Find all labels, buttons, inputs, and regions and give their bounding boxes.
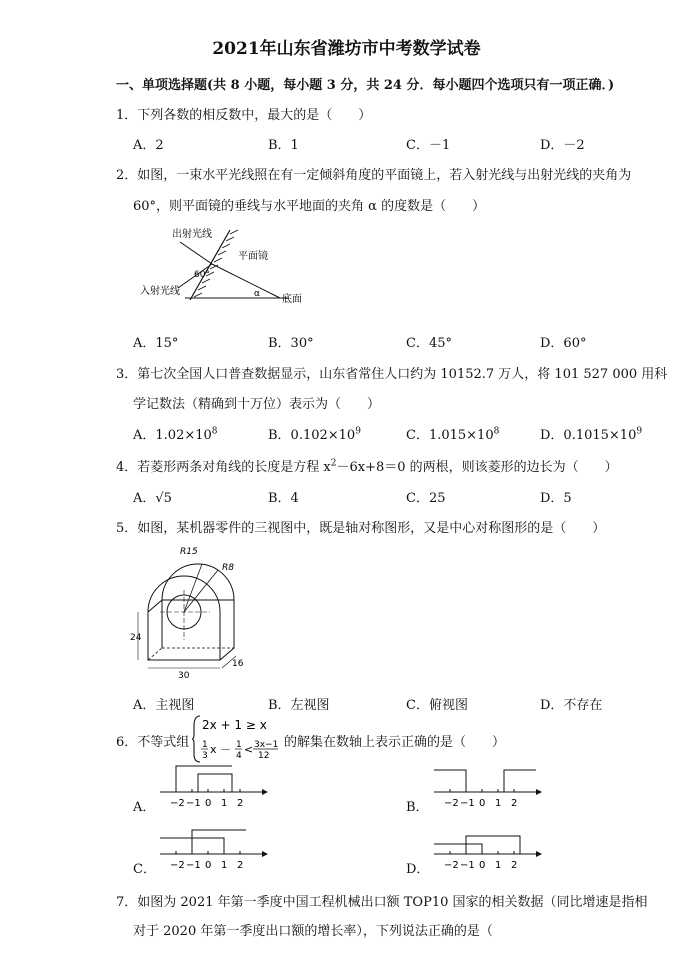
question-6-suffix: 的解集在数轴上表示正确的是（ ） — [284, 735, 506, 750]
ineq-2-frac3-num: 3x−1 — [254, 740, 279, 750]
label-outgoing-ray: 出射光线 — [172, 229, 212, 240]
q3-option-c: C．$1.015\times 10^8$ — [406, 426, 500, 443]
q1-option-d: D．－2 — [540, 138, 585, 153]
svg-text:2: 2 — [237, 860, 244, 871]
ineq-2-x: x － — [210, 743, 232, 756]
svg-text:−2: −2 — [170, 798, 185, 809]
ineq-2-lt: < — [244, 743, 254, 756]
svg-text:0: 0 — [479, 798, 486, 809]
question-7-stem-line1: 7．如图为 2021 年第一季度中国工程机械出口额 TOP10 国家的相关数据（同比增速是指相 — [116, 895, 648, 910]
label-30: 30 — [178, 671, 190, 680]
q5-option-c: C．俯视图 — [406, 698, 468, 713]
ineq-2-frac2-den: 4 — [236, 751, 242, 761]
q1-option-b: B．1 — [268, 138, 299, 153]
svg-text:2: 2 — [511, 798, 518, 809]
page-title: 2021年山东省潍坊市中考数学试卷 — [212, 39, 481, 59]
number-line-d — [432, 822, 542, 872]
question-6-prefix: 6．不等式组 — [116, 735, 190, 750]
section-heading: 一、单项选择题(共 8 小题，每小题 3 分，共 24 分．每小题四个选项只有一项正确．) — [116, 78, 615, 93]
ineq-2-frac1-den: 3 — [202, 751, 208, 761]
q6-option-a-label: A． — [133, 800, 156, 815]
number-line-c — [158, 822, 268, 872]
mirror-figure — [130, 222, 330, 312]
question-2-stem-line1: 2．如图，一束水平光线照在有一定倾斜角度的平面镜上，若入射光线与出射光线的夹角为 — [116, 168, 632, 183]
q2-option-c: C．45° — [406, 336, 452, 351]
svg-text:−1: −1 — [460, 798, 475, 809]
inequality-system — [192, 714, 282, 764]
q6-option-c-label: C． — [133, 862, 156, 877]
question-3-stem-line1: 3．第七次全国人口普查数据显示，山东省常住人口约为 10152.7 万人，将 101 527 000 用科 — [116, 367, 668, 382]
label-incoming-ray: 入射光线 — [140, 286, 180, 297]
svg-text:0: 0 — [205, 860, 212, 871]
question-1-stem: 1．下列各数的相反数中，最大的是（ ） — [116, 108, 372, 123]
q3-option-a: A．$1.02\times 10^8$ — [133, 426, 218, 443]
label-16: 16 — [232, 659, 244, 669]
ineq-2-frac1-num: 1 — [202, 740, 208, 750]
label-24: 24 — [130, 633, 142, 643]
svg-text:−1: −1 — [186, 798, 201, 809]
svg-text:−2: −2 — [170, 860, 185, 871]
question-3-stem-line2: 学记数法（精确到十万位）表示为（ ） — [133, 397, 381, 412]
q2-option-a: A．15° — [133, 336, 179, 351]
ineq-2-frac3-den: 12 — [258, 751, 270, 761]
label-r8: R8 — [222, 563, 234, 573]
svg-text:0: 0 — [479, 860, 486, 871]
question-5-stem: 5．如图，某机器零件的三视图中，既是轴对称图形，又是中心对称图形的是（ ） — [116, 521, 606, 536]
question-4-stem: 4．若菱形两条对角线的长度是方程 $x^2-6x+8=0$ 的两根，则该菱形的边长为（ ） — [116, 458, 618, 475]
number-line-b — [432, 760, 542, 810]
ineq-2-frac2-num: 1 — [236, 740, 242, 750]
q1-option-c: C．－1 — [406, 138, 451, 153]
svg-text:1: 1 — [495, 860, 502, 871]
q6-option-d-label: D． — [406, 862, 430, 877]
label-alpha: α — [254, 289, 260, 299]
svg-text:−1: −1 — [460, 860, 475, 871]
svg-text:2: 2 — [511, 860, 518, 871]
q5-option-a: A．主视图 — [133, 698, 195, 713]
svg-text:1: 1 — [221, 798, 228, 809]
q2-option-d: D．60° — [540, 336, 587, 351]
svg-text:2: 2 — [237, 798, 244, 809]
svg-text:1: 1 — [221, 860, 228, 871]
q6-option-b-label: B． — [406, 800, 429, 815]
svg-text:0: 0 — [205, 798, 212, 809]
label-angle-60: 60° — [194, 270, 210, 280]
number-line-a — [158, 760, 268, 810]
q4-option-c: C．25 — [406, 491, 446, 506]
q4-option-a: A．√5 — [133, 491, 172, 506]
machine-part-figure — [130, 540, 250, 680]
q5-option-b: B．左视图 — [268, 698, 330, 713]
q5-option-d: D．不存在 — [540, 698, 603, 713]
label-r15: R15 — [180, 547, 198, 557]
q4-option-d: D．5 — [540, 491, 572, 506]
label-ground: 底面 — [282, 294, 302, 305]
q3-option-d: D．$0.1015\times 10^9$ — [540, 426, 643, 443]
question-2-stem-line2: 60°，则平面镜的垂线与水平地面的夹角 α 的度数是（ ） — [133, 199, 486, 214]
svg-text:1: 1 — [495, 798, 502, 809]
q3-option-b: B．$0.102\times 10^9$ — [268, 426, 361, 443]
ineq-1: 2x + 1 ≥ x — [202, 718, 267, 732]
svg-text:−1: −1 — [186, 860, 201, 871]
svg-text:−2: −2 — [444, 860, 459, 871]
q1-option-a: A．2 — [133, 138, 164, 153]
question-7-stem-line2: 对于 2020 年第一季度出口额的增长率），下列说法正确的是（ — [133, 924, 493, 939]
svg-text:−2: −2 — [444, 798, 459, 809]
label-mirror: 平面镜 — [238, 251, 268, 262]
q4-option-b: B．4 — [268, 491, 299, 506]
q2-option-b: B．30° — [268, 336, 314, 351]
